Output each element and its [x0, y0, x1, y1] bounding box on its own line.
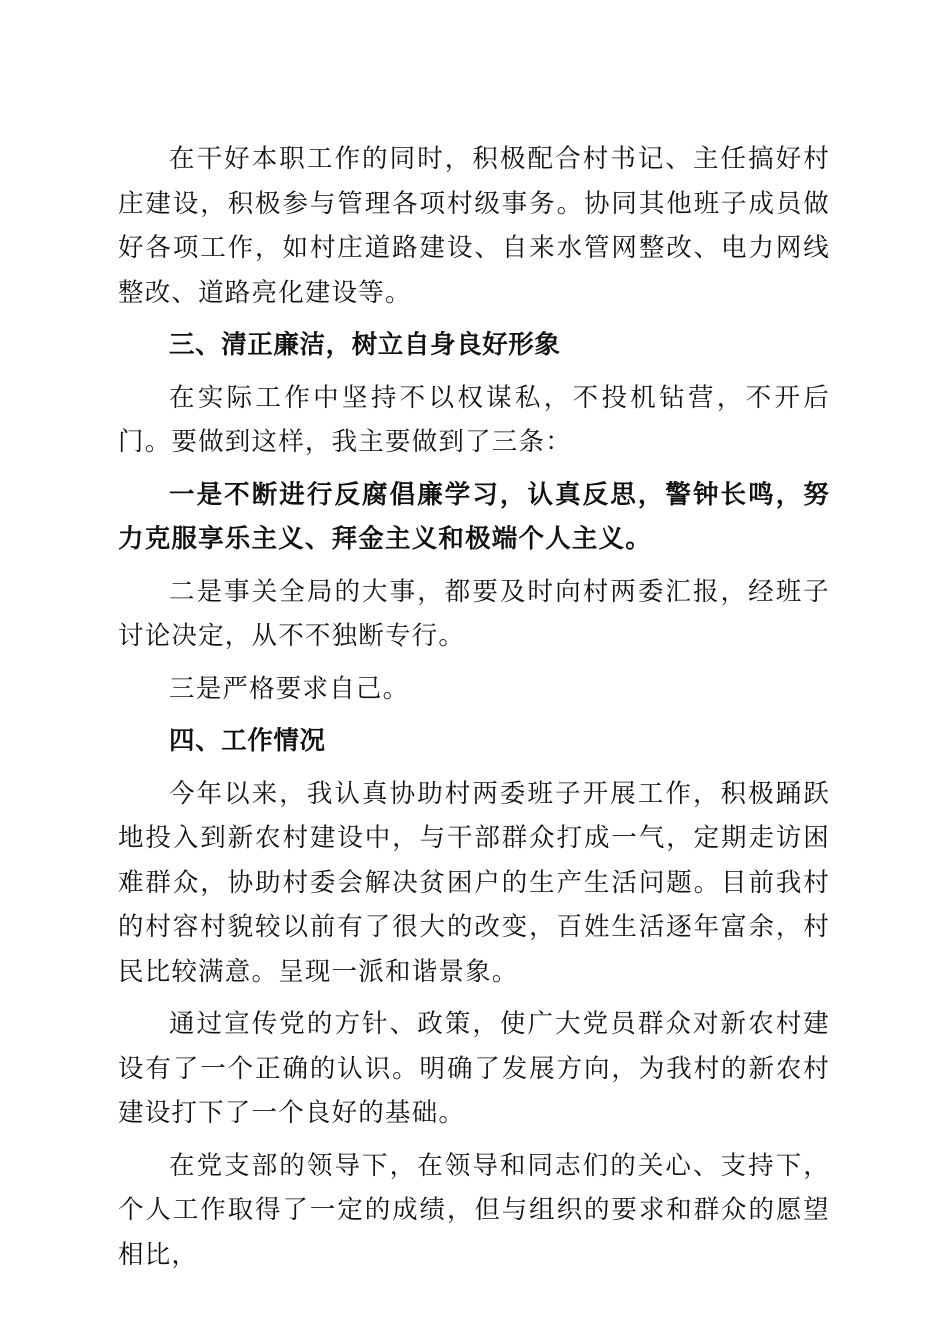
paragraph-achievements: 在党支部的领导下，在领导和同志们的关心、支持下，个人工作取得了一定的成绩，但与组织的要求和群众的愿望相比，	[118, 1150, 830, 1270]
paragraph-work-summary: 今年以来，我认真协助村两委班子开展工作，积极踊跃地投入到新农村建设中，与干部群众打成一气，定期走访困难群众，协助村委会解决贫困户的生产生活问题。目前我村的村容村貌较以前有了很大的改变，百姓生活逐年富余，村民比较满意。呈现一派和谐景象。	[118, 778, 830, 987]
paragraph-village-construction: 在干好本职工作的同时，积极配合村书记、主任搞好村庄建设，积极参与管理各项村级事务。协同其他班子成员做好各项工作，如村庄道路建设、自来水管网整改、电力网线整改、道路亮化建设等。	[118, 144, 830, 308]
paragraph-integrity-intro: 在实际工作中坚持不以权谋私，不投机钻营，不开后门。要做到这样，我主要做到了三条：	[118, 382, 830, 457]
paragraph-point-two: 二是事关全局的大事，都要及时向村两委汇报，经班子讨论决定，从不不独断专行。	[118, 576, 830, 651]
paragraph-policy-publicity: 通过宣传党的方针、政策，使广大党员群众对新农村建设有了一个正确的认识。明确了发展方向，为我村的新农村建设打下了一个良好的基础。	[118, 1009, 830, 1128]
section-heading-work: 四、工作情况	[169, 726, 326, 756]
paragraph-point-three: 三是严格要求自己。	[169, 673, 410, 704]
section-heading-integrity: 三、清正廉洁，树立自身良好形象	[169, 330, 561, 360]
paragraph-point-one: 一是不断进行反腐倡廉学习，认真反思，警钟长鸣，努力克服享乐主义、拜金主义和极端个人主义。	[118, 479, 830, 554]
document-body	[118, 137, 830, 1285]
